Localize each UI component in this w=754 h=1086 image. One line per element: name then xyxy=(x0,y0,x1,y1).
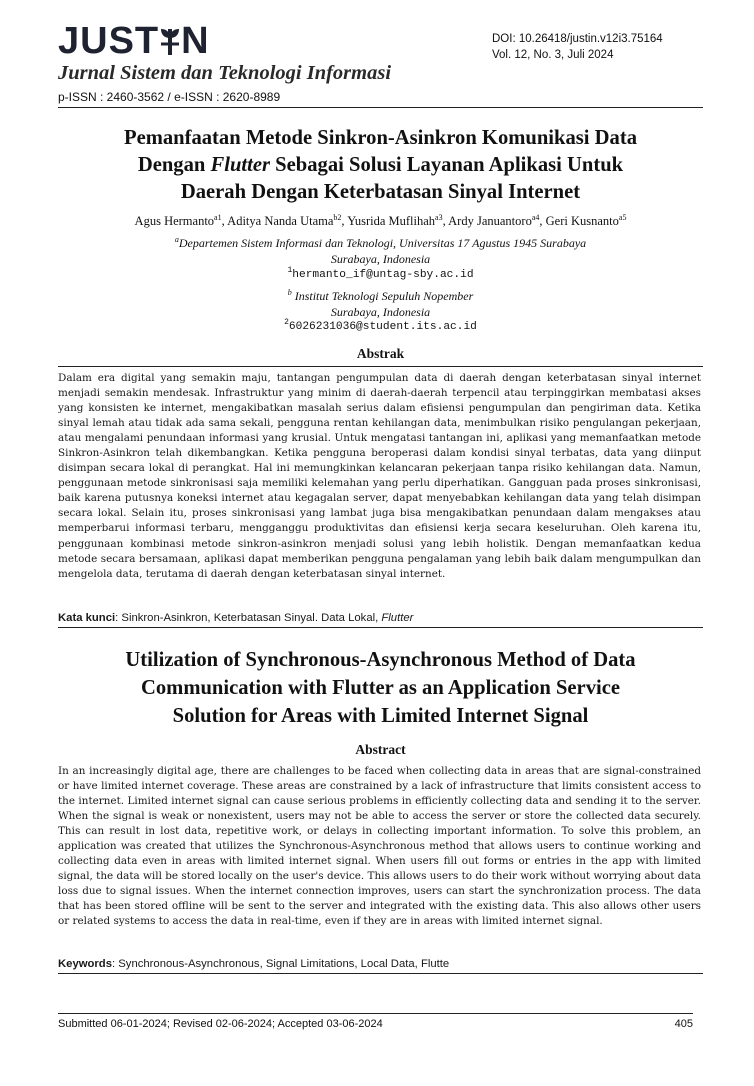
keywords-id-label: Kata kunci xyxy=(58,612,116,624)
title-id-line2: Dengan Flutter Sebagai Solusi Layanan Aplikasi Untuk xyxy=(137,154,624,176)
footer xyxy=(58,1018,693,1030)
page-number: 405 xyxy=(674,1018,693,1030)
title-flutter-italic: Flutter xyxy=(210,154,271,176)
doi[interactable]: DOI: 10.26418/justin.v12i3.75164 xyxy=(492,33,663,45)
affiliation-b: $^b$ Institut Teknologi Sepuluh Nopember Surabaya, Indonesia xyxy=(287,288,474,319)
title-en-line1: Utilization of Synchronous-Asynchronous Method of Data xyxy=(125,649,636,671)
author: Agus Hermanto$^{a1}$, xyxy=(134,213,228,228)
author: Yusrida Muflihah$^{a3}$, xyxy=(347,213,449,228)
logo-text-left: JUST xyxy=(58,20,160,62)
title-en-line2: Communication with Flutter as an Application Service xyxy=(141,677,620,699)
header-divider xyxy=(58,107,703,108)
doi-block xyxy=(492,31,663,63)
issn: p-ISSN : 2460-3562 / e-ISSN : 2620-8989 xyxy=(58,90,281,104)
author: Ardy Januantoro$^{a4}$, xyxy=(448,213,546,228)
keywords-id: Kata kunci: Sinkron-Asinkron, Keterbatasan Sinyal. Data Lokal, Flutter xyxy=(58,612,414,624)
abstract-id-text: Dalam era digital yang semakin maju, tantangan pengumpulan data di daerah dengan keterbatasan sinyal internet menjadi semakin mendesak. Infrastruktur yang minim di daerah-daerah terpencil atau terpinggirkan membatasi akses yang konsisten ke internet, mengakibatkan masalah serius dalam efisiensi pengumpulan dan pengiriman data. Ketika sinyal lemah atau tidak ada sama sekali, pengguna rentan kehilangan data, menimbulkan risiko pengulangan pekerjaan, atau mengalami penundaan informasi yang krusial. Untuk mengatasi tantangan ini, aplikasi yang memanfaatkan metode Sinkron-Asinkron telah dikembangkan. Ketika pengguna beroperasi dalam kondisi sinyal terbatas, data yang diinput disimpan secara lokal di perangkat. Hal ini memungkinkan kelancaran pekerjaan tanpa risiko kehilangan data. Namun, penggunaan metode sinkronisasi saja memiliki kelemahan yang perlu diperhatikan. Gangguan pada proses sinkronisasi, baik karena putusnya koneksi internet atau kegagalan server, dapat menyebabkan kehilangan data yang telah disimpan secara lokal. Selain itu, proses sinkronisasi yang lambat juga bisa mengakibatkan penundaan dalam mengakses atau memperbarui informasi terbaru, mengganggu produktivitas dan efisiensi kerja secara keseluruhan. Oleh karena itu, penggunaan kombinasi metode sinkron-asinkron menjadi solusi yang lebih holistik. Dengan memanfaatkan kedua metode secara bersamaan, aplikasi dapat memberikan pengguna pengalaman yang lebih baik dalam mengumpulkan dan mengelola data, terutama di daerah dengan keterbatasan sinyal internet. xyxy=(58,372,701,580)
journal-name: Jurnal Sistem dan Teknologi Informasi xyxy=(58,62,392,84)
keywords-en: Keywords: Synchronous-Asynchronous, Signal Limitations, Local Data, Flutte xyxy=(58,958,450,970)
author: Geri Kusnanto$^{a5}$ xyxy=(545,213,627,228)
journal-logo xyxy=(58,22,210,60)
abstract-en-heading: Abstract xyxy=(355,742,406,757)
paper-title-en xyxy=(58,646,703,730)
title-id-line3: Daerah Dengan Keterbatasan Sinyal Internet xyxy=(180,181,581,203)
keywords-en-label: Keywords xyxy=(58,958,112,970)
email-1[interactable]: $^1$hermanto_if@untag-sby.ac.id xyxy=(287,266,474,281)
abstract-id-top-rule xyxy=(58,366,703,367)
abstract-id-bottom-rule xyxy=(58,627,703,628)
paper-title-id xyxy=(58,125,703,206)
submission-dates: Submitted 06-01-2024; Revised 02-06-2024; Accepted 03-06-2024 xyxy=(58,1018,383,1030)
logo-text-right: N xyxy=(181,20,210,62)
footer-rule xyxy=(58,1013,693,1014)
title-id-line1: Pemanfaatan Metode Sinkron-Asinkron Komunikasi Data xyxy=(123,127,637,149)
volume-info: Vol. 12, No. 3, Juli 2024 xyxy=(492,49,614,61)
author: Aditya Nanda Utama$^{b2}$, xyxy=(227,213,348,228)
plant-logo-icon xyxy=(159,24,181,56)
abstract-en-text: In an increasingly digital age, there are challenges to be faced when collecting data in areas that are signal-constrained or have limited internet coverage. These areas are constrained by a lack of infrastructure that limits consistent access to the internet. Limited internet signal can cause serious problems in efficiently collecting data and sending it to the server. When the signal is weak or nonexistent, users may not be able to access the server or store the collected data securely. This can result in lost data, repetitive work, or delays in collecting important information. To solve this problem, an application was created that utilizes the Synchronous-Asynchronous method that allows users to continue working and collecting data even in areas with limited internet signal. When users fill out forms or entries in the app with limited signal, the data will be stored locally on the user's device. This allows users to do their work without worrying about data loss due to signal issues. When the internet connection improves, users can start the synchronization process. The data that has been stored offline will be sent to the server and integrated with the existing data. This also allows other users or related systems to access the data in real-time, even if they are in areas with limited internet signal. xyxy=(58,765,701,928)
author-list xyxy=(58,212,703,230)
abstract-id-heading: Abstrak xyxy=(356,346,405,361)
title-en-line3: Solution for Areas with Limited Internet Signal xyxy=(172,705,589,727)
affiliation-a: $^a$Departemen Sistem Informasi dan Teknologi, Universitas 17 Agustus 1945 Surabaya Surabaya, Indonesia xyxy=(174,235,587,266)
abstract-en-bottom-rule xyxy=(58,973,703,974)
email-2[interactable]: $^2$6026231036@student.its.ac.id xyxy=(284,318,477,333)
